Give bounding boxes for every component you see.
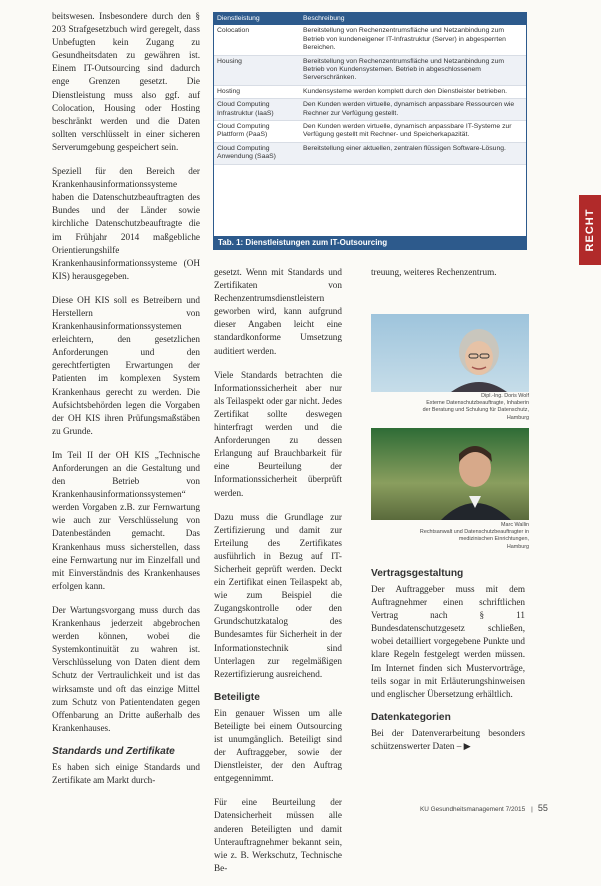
paragraph: Der Wartungsvorgang muss durch das Krankenhaus jederzeit abgebrochen werden können, wobei die Systemkontinuität zu wahren ist. Verschlüsselung von Daten dient dem Schutz der Vertraulichkeit und ist das wirksamste und oft das einzige Mittel zum Schutz von Patientendaten gegen Offenbarung an Dritte außerhalb des Krankenhauses. xyxy=(52,604,200,733)
paragraph: Es haben sich einige Standards und Zertifikate am Markt durch- xyxy=(52,761,200,785)
paragraph: Bei der Datenverarbeitung besonders schützenswerter Daten – ▶ xyxy=(371,727,525,751)
table-row xyxy=(214,55,526,85)
paragraph: Für eine Beurteilung der Datensicherheit müssen alle anderen Beteiligten und damit Unterauftragnehmer bekannt sein, wie z. B. Werkschutz, Technische Be- xyxy=(214,797,342,873)
table-cell: Den Kunden werden virtuelle, dynamisch anpassbare IT-Systeme zur Verfügung gestellt mit Rechner- und Speicherkapazität. xyxy=(300,121,526,143)
table-cell: Bereitstellung einer aktuellen, zentralen flüssigen Software-Lösung. xyxy=(300,142,526,164)
portrait-illustration xyxy=(371,428,529,520)
table-cell: Cloud Computing Plattform (PaaS) xyxy=(214,121,300,143)
table-cell: Bereitstellung von Rechenzentrumsfläche und Netzanbindung zum Betrieb von Kundensystemen. Betrieb in abgeschlossenem Serverschränken. xyxy=(300,55,526,85)
footer-separator: | xyxy=(531,806,533,813)
table-cell: Housing xyxy=(214,55,300,85)
table-row xyxy=(214,121,526,143)
text-column-2 xyxy=(214,266,342,886)
section-heading: Standards und Zertifikate xyxy=(52,745,175,757)
table xyxy=(214,13,526,165)
section-heading: Datenkategorien xyxy=(371,711,451,723)
table-header: Dienstleistung xyxy=(214,13,300,25)
paragraph: Im Teil II der OH KIS „Technische Anforderungen an die Gestaltung und den Betrieb von Krankenhausinformationssystemen“ werden Vorgaben z.B. zur Fernwartung wie auch zur Verschlüsselung von Datenbeständen gemacht. Das Krankenhaus muss sicherstellen, dass eine Fernwartung nur im Einzelfall und mit Einverständnis des Krankenhauses erfolgen kann. xyxy=(52,449,200,591)
text-column-3-lower xyxy=(371,566,525,764)
page-footer xyxy=(420,803,550,813)
table-cell: Cloud Computing Anwendung (SaaS) xyxy=(214,142,300,164)
text-column-3 xyxy=(371,266,525,290)
page-number: 55 xyxy=(537,803,548,813)
photo-caption xyxy=(371,522,529,551)
table-caption: Tab. 1: Dienstleistungen zum IT-Outsourcing xyxy=(214,236,526,249)
table-row xyxy=(214,99,526,121)
journal-name: KU Gesundheitsmanagement 7/2015 xyxy=(420,806,526,813)
paragraph: beitswesen. Insbesondere durch den § 203 Strafgesetzbuch wird geregelt, dass Unbefugten kein Zugang zu Gesundheitsdaten zu gewähren ist. Einem IT-Outsourcing sind dadurch enge Grenzen gesetzt. Die Dienstleistung muss also ggf. auf Colocation, Housing oder Hosting beschränkt werden und die Daten sollten verschlüsselt in einer sicheren Serverumgebung gespeichert sein. xyxy=(52,11,200,152)
paragraph: Dazu muss die Grundlage zur Zertifizierung und damit zur Erteilung des Zertifikates ausführlich in Bezug auf IT-Sicherheit geprüft werden. Deckt ein Zertifikat einen Teilaspekt ab, wie zum Beispiel die Zugangskontrolle oder den Grundschutzkatalog des Bundesamtes für Sicherheit in der Informationstechnik sind Unterlagen zur regelmäßigen Rezertifizierung ausreichend. xyxy=(214,511,342,679)
table-cell: Den Kunden werden virtuelle, dynamisch anpassbare Ressourcen wie Rechner zur Verfügung gestellt. xyxy=(300,99,526,121)
caption-text: Dipl.-Ing. Doris Wolf Externe Datenschutzbeauftragte, Inhaberin der Beratung und Schulung für Datenschutz, Hamburg xyxy=(422,393,529,421)
photo-caption xyxy=(371,393,529,422)
section-heading: Beteiligte xyxy=(214,691,260,703)
paragraph: Ein genauer Wissen um alle Beteiligte bei einem Outsourcing ist unumgänglich. Beteiligt sind der Auftraggeber, sowie der Dienstleister, der den Auftrag entgegennimmt. xyxy=(214,707,342,784)
section-tab-label: RECHT xyxy=(584,208,596,252)
caption-text: Marc Wallin Rechtsanwalt und Datenschutzbeauftragter in medizinischen Einrichtungen, Hamburg xyxy=(419,522,529,550)
table-cell: Kundensysteme werden komplett durch den Dienstleister betrieben. xyxy=(300,85,526,98)
paragraph: Viele Standards betrachten die Informationssicherheit aber nur als Teilaspekt oder gar nicht. Jedes Zertifikat sollte deswegen hinterfragt werden und die Anforderungen zu dessen Erlangung auf Brauchbarkeit für eine Beurteilung der Informationssicherheit überprüft werden. xyxy=(214,369,342,498)
author-photo-doris-wolf xyxy=(371,314,529,392)
text-column-1 xyxy=(52,10,200,798)
section-tab xyxy=(579,195,601,265)
paragraph: Speziell für den Bereich der Krankenhausinformationssysteme haben die Datenschutzbeauftragten des Bundes und der Länder sowie kirchliche Datenschutzbeauftragte die im Frühjahr 2014 maßgebliche Orientierungshilfe Krankenhausinformationssysteme (OH KIS) herausgegeben. xyxy=(52,166,200,281)
table-row xyxy=(214,85,526,98)
table-row xyxy=(214,142,526,164)
table-cell: Cloud Computing Infrastruktur (IaaS) xyxy=(214,99,300,121)
outsourcing-table xyxy=(213,12,527,250)
table-row xyxy=(214,25,526,55)
paragraph: Der Auftraggeber muss mit dem Auftragnehmer einen schriftlichen Vertrag nach § 11 Bundesdatenschutzgesetz schließen, wobei detailliert vorgegebene Punkte und klare Regeln festgelegt werden müssen. Im Internet finden sich Mustervorträge, teils sogar in mit Erläuterungshinweisen und englischer Übersetzung erhältlich. xyxy=(371,584,525,699)
table-cell: Hosting xyxy=(214,85,300,98)
table-header-row xyxy=(214,13,526,25)
paragraph: gesetzt. Wenn mit Standards und Zertifikaten von Rechenzentrumsdienstleistern geworben wird, kann aufgrund dieser Angaben leicht eine standardkonforme Umsetzung auditiert werden. xyxy=(214,267,342,356)
table-header: Beschreibung xyxy=(300,13,526,25)
portrait-illustration xyxy=(371,314,529,392)
paragraph: treuung, weiteres Rechenzentrum. xyxy=(371,267,497,277)
paragraph: Diese OH KIS soll es Betreibern und Herstellern von Krankenhausinformationssystemen erleichtern, den gesetzlichen Anforderungen und den gerechtfertigten Erwartungen der Patienten im komplexen System Krankenhaus gerecht zu werden. Die Aufsichtsbehörden legen die Vorgaben der OH KIS ihren Prüfungsmaßstäben zu Grunde. xyxy=(52,294,200,436)
table-cell: Colocation xyxy=(214,25,300,55)
author-photo-marc-wallin xyxy=(371,428,529,520)
table-cell: Bereitstellung von Rechenzentrumsfläche und Netzanbindung zum Betrieb von kundeneigener IT-Infrastruktur (Server) in abgesperrten Bereichen. xyxy=(300,25,526,55)
section-heading: Vertragsgestaltung xyxy=(371,568,464,579)
